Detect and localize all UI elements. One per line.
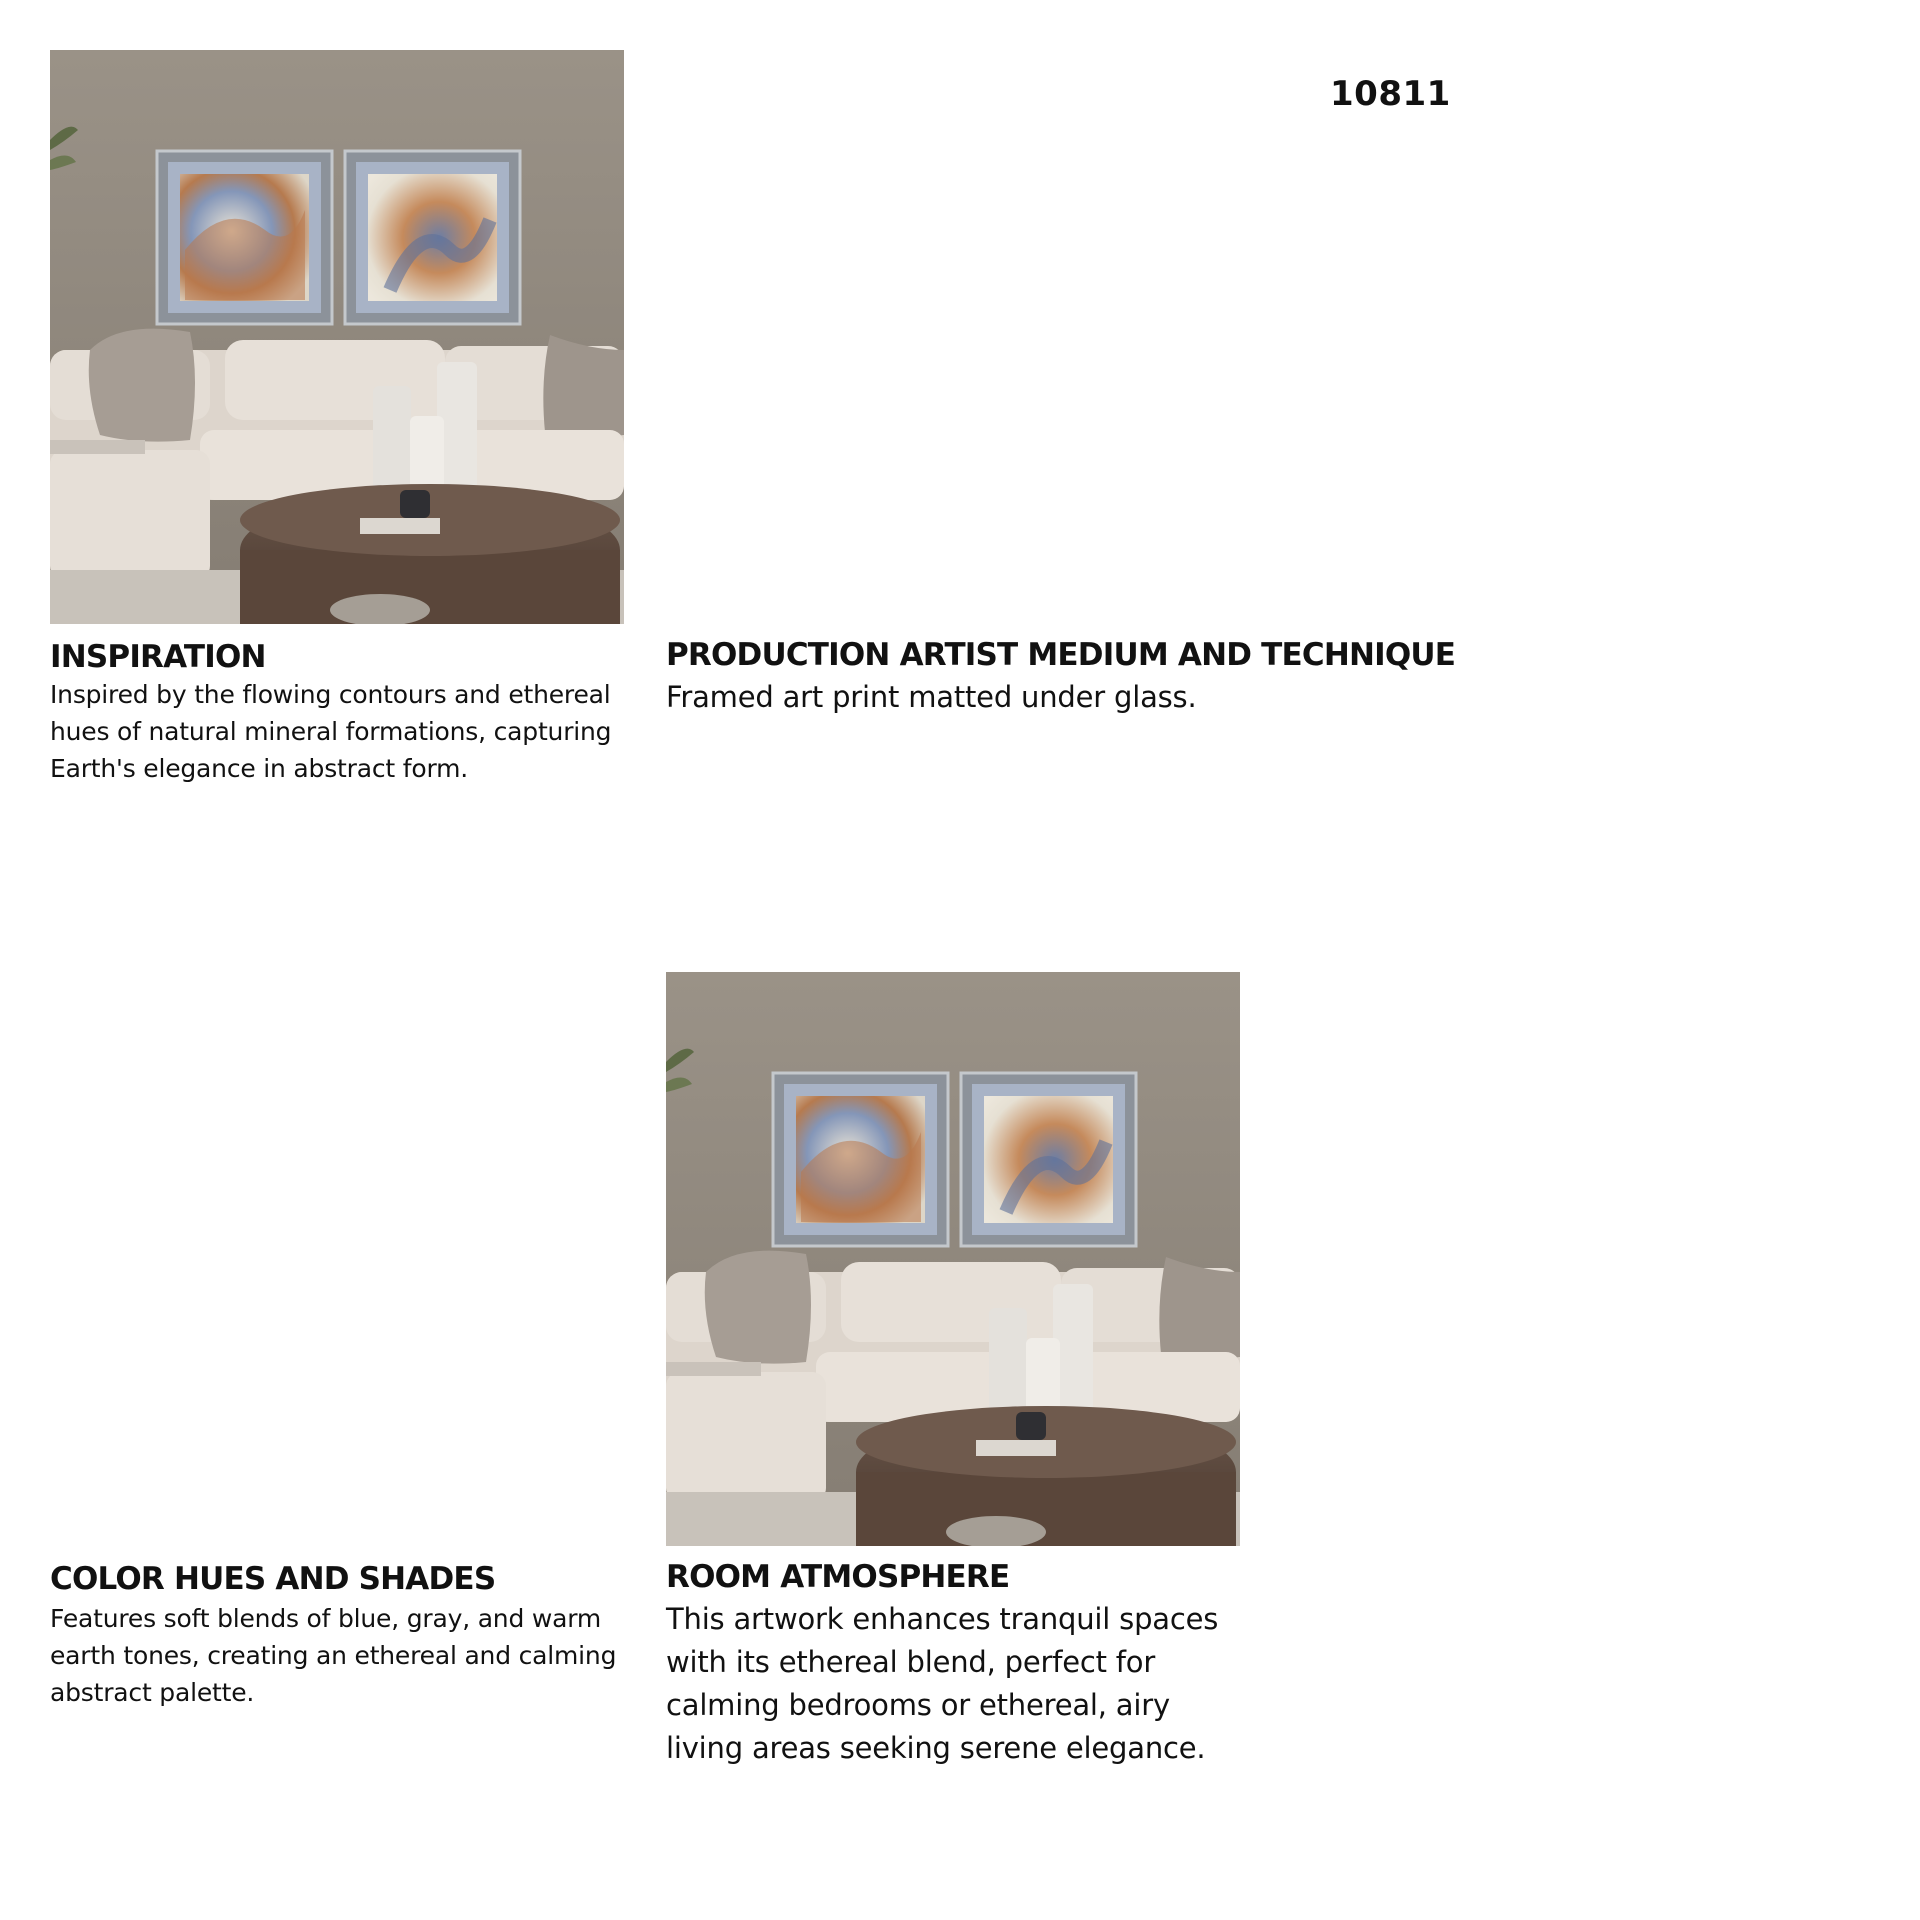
room-photo (50, 50, 624, 624)
framed-artwork-right (961, 1073, 1136, 1246)
room-scene-illustration (50, 50, 624, 624)
room-atmosphere-text: This artwork enhances tranquil spaces with its ethereal blend, perfect for calming bedrooms or ethereal, airy living areas seeking serene elegance. (666, 1602, 1219, 1765)
framed-artwork-left (773, 1073, 948, 1246)
product-code: 10811 (1330, 74, 1451, 114)
production-text: Framed art print matted under glass. (666, 680, 1197, 714)
framed-artwork-right (345, 151, 520, 324)
production-heading: PRODUCTION ARTIST MEDIUM AND TECHNIQUE (666, 637, 1456, 673)
inspiration-text: Inspired by the flowing contours and ethereal hues of natural mineral formations, capturing Earth's elegance in abstract form. (50, 680, 612, 783)
room-scene-illustration-2 (666, 972, 1240, 1546)
room-photo-2 (666, 972, 1240, 1546)
room-atmosphere-heading: ROOM ATMOSPHERE (666, 1559, 1010, 1595)
inspiration-heading: INSPIRATION (50, 639, 266, 675)
color-heading: COLOR HUES AND SHADES (50, 1561, 496, 1597)
framed-artwork-left (157, 151, 332, 324)
color-text: Features soft blends of blue, gray, and warm earth tones, creating an ethereal and calming abstract palette. (50, 1604, 617, 1707)
